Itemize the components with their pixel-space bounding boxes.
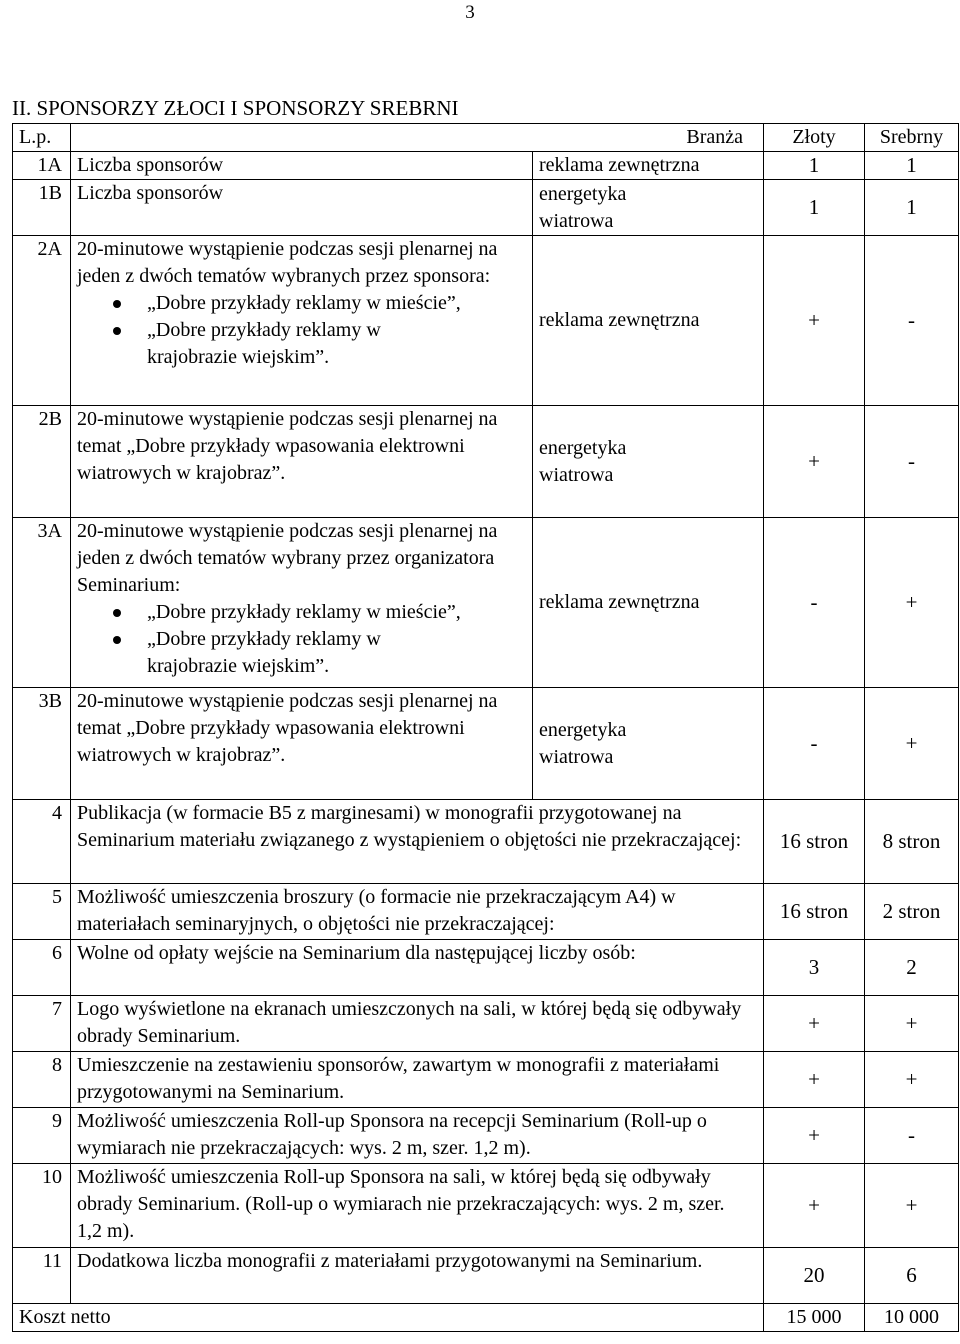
row-lp: 2A [13,236,71,406]
row-zloty: + [764,996,865,1052]
row-branza [533,180,764,236]
row-srebrny: 1 [865,180,959,236]
bullet-item: „Dobre przykłady reklamy w mieście”, [147,290,526,317]
row-description-text: Liczba sponsorów [77,154,224,176]
row-srebrny: + [865,518,959,688]
row-description-text: Liczba sponsorów [77,182,224,204]
row-lp: 8 [13,1052,71,1108]
row-lp: 9 [13,1108,71,1164]
table-row [13,1108,959,1164]
row-lp: 1B [13,180,71,236]
branza-text: energetyka wiatrowa [539,436,627,486]
row-zloty: + [764,406,865,518]
row-description: Możliwość umieszczenia Roll-up Sponsora na sali, w której będą się odbywały obrady Seminarium. (Roll-up o wymiarach nie przekraczających: wys. 2 m, szer. 1,2 m). [71,1164,764,1248]
row-zloty: + [764,236,865,406]
row-lp: 3A [13,518,71,688]
row-srebrny: 2 stron [865,884,959,940]
row-zloty: 16 stron [764,800,865,884]
row-lp: 7 [13,996,71,1052]
row-description-text: 20-minutowe wystąpienie podczas sesji plenarnej na temat „Dobre przykłady wpasowania elektrowni wiatrowych w krajobraz”. [77,408,498,484]
row-zloty: + [764,1108,865,1164]
row-zloty: 3 [764,940,865,996]
table-header-row [13,124,959,152]
row-lp: 11 [13,1248,71,1304]
row-srebrny: + [865,1164,959,1248]
bullet-list [77,290,526,344]
bullet-item: „Dobre przykłady reklamy w mieście”, [147,599,526,626]
row-srebrny: 2 [865,940,959,996]
row-description-text: 20-minutowe wystąpienie podczas sesji plenarnej na temat „Dobre przykłady wpasowania elektrowni wiatrowych w krajobraz”. [77,690,498,766]
row-description: Możliwość umieszczenia Roll-up Sponsora na recepcji Seminarium (Roll-up o wymiarach nie przekraczających: wys. 2 m, szer. 1,2 m). [71,1108,764,1164]
header-branza: Branża [533,124,764,152]
row-description [71,688,533,800]
branza-text: energetyka wiatrowa [539,718,627,768]
page-number: 3 [465,2,475,23]
row-branza: reklama zewnętrzna [533,236,764,406]
row-srebrny: 8 stron [865,800,959,884]
row-description: Dodatkowa liczba monografii z materiałami przygotowanymi na Seminarium. [71,1248,764,1304]
row-description-end: krajobrazie wiejskim”. [147,346,330,368]
row-description: Umieszczenie na zestawieniu sponsorów, zawartym w monografii z materiałami przygotowanymi na Seminarium. [71,1052,764,1108]
table-row [13,996,959,1052]
row-zloty: 20 [764,1248,865,1304]
row-zloty: - [764,688,865,800]
row-description-end: krajobrazie wiejskim”. [147,655,330,677]
section-title: II. SPONSORZY ZŁOCI I SPONSORZY SREBRNI [12,96,459,120]
branza-text: energetyka wiatrowa [539,182,627,232]
row-description-text: 20-minutowe wystąpienie podczas sesji plenarnej na jeden z dwóch tematów wybranych przez sponsora: [77,238,498,287]
row-description [71,152,533,180]
row-lp: 2B [13,406,71,518]
table-row [13,180,959,236]
row-description: Publikacja (w formacie B5 z marginesami) w monografii przygotowanej na Seminarium materiału związanego z wystąpieniem o objętości nie przekraczającej: [71,800,764,884]
row-description: Wolne od opłaty wejście na Seminarium dla następującej liczby osób: [71,940,764,996]
row-zloty: 16 stron [764,884,865,940]
bullet-list [77,599,526,653]
row-srebrny: 1 [865,152,959,180]
row-srebrny: + [865,688,959,800]
row-srebrny: + [865,996,959,1052]
header-zloty: Złoty [764,124,865,152]
row-lp: 5 [13,884,71,940]
table-row [13,406,959,518]
row-srebrny: - [865,236,959,406]
footer-row [13,1304,959,1332]
row-zloty: 1 [764,152,865,180]
sponsor-table [12,123,959,1332]
header-srebrny: Srebrny [865,124,959,152]
row-srebrny: - [865,406,959,518]
row-description [71,236,533,406]
table-row [13,518,959,688]
row-srebrny: - [865,1108,959,1164]
row-srebrny: 6 [865,1248,959,1304]
table-row [13,940,959,996]
row-zloty: + [764,1052,865,1108]
footer-srebrny: 10 000 [865,1304,959,1332]
table-row [13,1248,959,1304]
row-lp: 1A [13,152,71,180]
row-zloty: - [764,518,865,688]
header-lp: L.p. [13,124,71,152]
bullet-item: „Dobre przykłady reklamy w [147,317,526,344]
row-branza: reklama zewnętrzna [533,518,764,688]
bullet-item: „Dobre przykłady reklamy w [147,626,526,653]
table-row [13,1164,959,1248]
row-branza: reklama zewnętrzna [533,152,764,180]
row-zloty: + [764,1164,865,1248]
row-lp: 10 [13,1164,71,1248]
table-row [13,152,959,180]
row-srebrny: + [865,1052,959,1108]
table-row [13,1052,959,1108]
row-lp: 4 [13,800,71,884]
table-row [13,800,959,884]
row-description-text: 20-minutowe wystąpienie podczas sesji plenarnej na jeden z dwóch tematów wybrany przez organizatora Seminarium: [77,520,498,596]
row-description [71,518,533,688]
table-row [13,884,959,940]
table-row [13,688,959,800]
row-branza [533,688,764,800]
sponsor-table-body [13,124,959,1332]
row-zloty: 1 [764,180,865,236]
header-blank [71,124,533,152]
table-row [13,236,959,406]
row-description: Logo wyświetlone na ekranach umieszczonych na sali, w której będą się odbywały obrady Seminarium. [71,996,764,1052]
row-branza [533,406,764,518]
footer-label: Koszt netto [13,1304,764,1332]
footer-zloty: 15 000 [764,1304,865,1332]
row-lp: 6 [13,940,71,996]
row-description [71,180,533,236]
row-lp: 3B [13,688,71,800]
row-description [71,406,533,518]
row-description: Możliwość umieszczenia broszury (o formacie nie przekraczającym A4) w materiałach seminaryjnych, o objętości nie przekraczającej: [71,884,764,940]
